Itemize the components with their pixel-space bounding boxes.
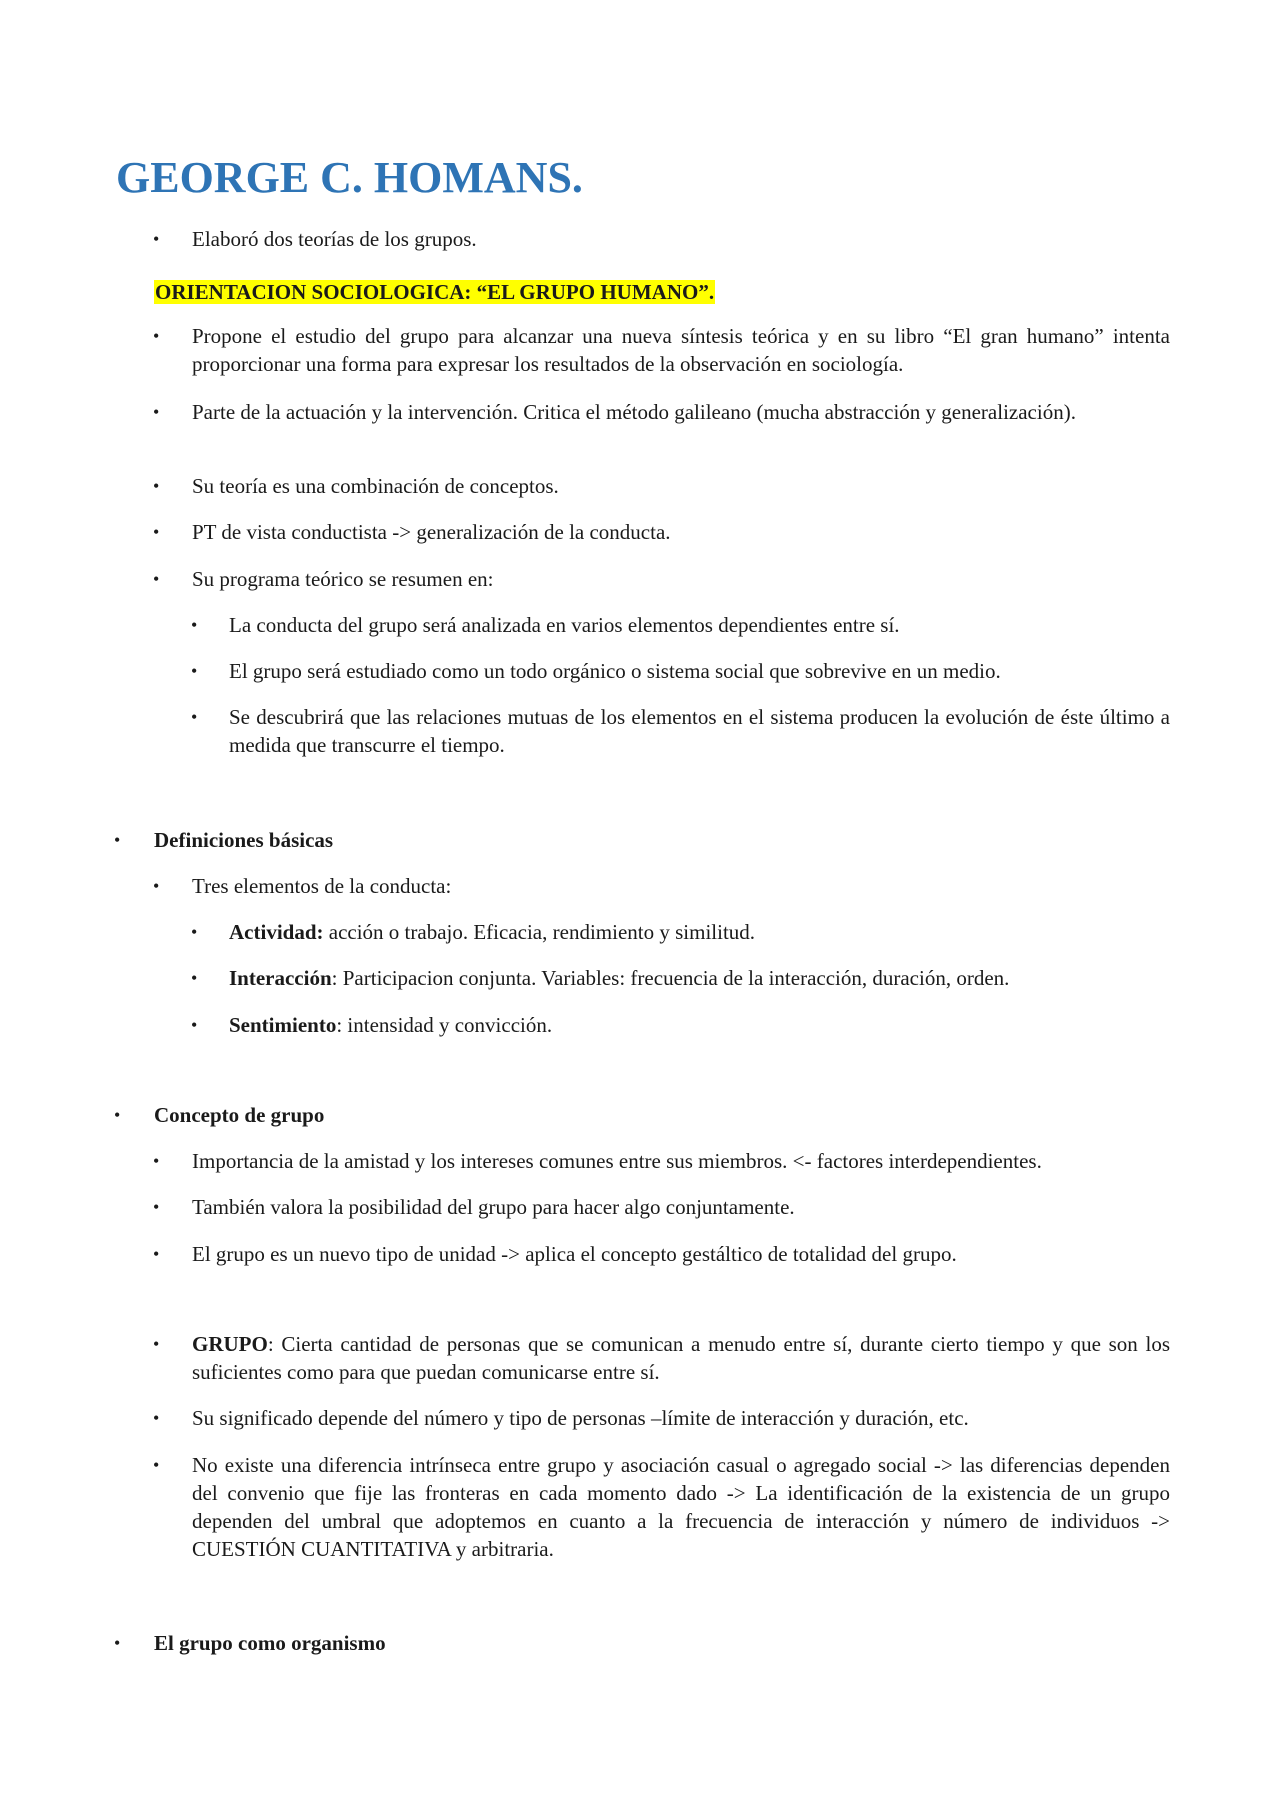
list-item: PT de vista conductista -> generalización de la conducta. (192, 520, 671, 544)
definition-text: : intensidad y convicción. (336, 1013, 553, 1037)
bullet-icon: • (153, 876, 160, 896)
list-item: El grupo es un nuevo tipo de unidad -> aplica el concepto gestáltico de totalidad del grupo. (192, 1242, 957, 1266)
heading-text: Concepto de grupo (154, 1103, 325, 1127)
term-sentimiento: Sentimiento (229, 1013, 337, 1037)
intro-text: Elaboró dos teorías de los grupos. (192, 227, 477, 251)
bullet-icon: • (114, 1633, 121, 1653)
bullet-icon: • (153, 402, 160, 422)
list-item: Propone el estudio del grupo para alcanzar una nueva síntesis teórica y en su libro “El gran humano” intenta proporcionar una forma para expresar los resultados de la observación en sociología. (192, 324, 1170, 376)
section-heading-orientacion (154, 278, 715, 306)
list-item (229, 1011, 1170, 1039)
bullet-icon: • (153, 1151, 160, 1171)
list-item: La conducta del grupo será analizada en varios elementos dependientes entre sí. (229, 613, 900, 637)
bullet-icon: • (114, 1105, 121, 1125)
definition-text: : Cierta cantidad de personas que se comunican a menudo entre sí, durante cierto tiempo y que son los suficientes como para que puedan comunicarse entre sí. (192, 1332, 1170, 1384)
bullet-icon: • (153, 326, 160, 346)
list-item: Su significado depende del número y tipo de personas –límite de interacción y duración, etc. (192, 1406, 969, 1430)
list-item: Su programa teórico se resumen en: (192, 567, 494, 591)
bullet-icon: • (153, 1244, 160, 1264)
bullet-icon: • (191, 968, 198, 988)
section-heading-definiciones (154, 826, 1170, 854)
list-item: Tres elementos de la conducta: (192, 874, 452, 898)
bullet-icon: • (153, 1455, 160, 1475)
list-item (229, 964, 1170, 992)
bullet-icon: • (153, 1197, 160, 1217)
bullet-icon: • (191, 661, 198, 681)
bullet-icon: • (153, 1334, 160, 1354)
bullet-icon: • (153, 1408, 160, 1428)
list-item: Su teoría es una combinación de conceptos. (192, 474, 559, 498)
term-interaccion: Interacción (229, 966, 332, 990)
section-heading-concepto (154, 1101, 1170, 1129)
list-item: Importancia de la amistad y los intereses comunes entre sus miembros. <- factores interdependientes. (192, 1149, 1042, 1173)
list-item: Se descubrirá que las relaciones mutuas de los elementos en el sistema producen la evolución de éste último a medida que transcurre el tiempo. (229, 705, 1170, 757)
list-item: No existe una diferencia intrínseca entre grupo y asociación casual o agregado social -> las diferencias dependen del convenio que fije las fronteras en cada momento dado -> La identificación de la existencia de un grupo dependen del umbral que adoptemos en cuanto a la frecuencia de interacción y número de individuos -> CUESTIÓN CUANTITATIVA y arbitraria. (192, 1453, 1170, 1561)
definition-text: acción o trabajo. Eficacia, rendimiento y similitud. (323, 920, 756, 944)
list-item (229, 918, 1170, 946)
list-item: También valora la posibilidad del grupo para hacer algo conjuntamente. (192, 1195, 795, 1219)
bullet-icon: • (153, 522, 160, 542)
bullet-icon: • (191, 1015, 198, 1035)
term-grupo: GRUPO (192, 1332, 268, 1356)
heading-text: El grupo como organismo (154, 1631, 386, 1655)
bullet-icon: • (191, 615, 198, 635)
list-item: El grupo será estudiado como un todo orgánico o sistema social que sobrevive en un medio. (229, 659, 1001, 683)
bullet-icon: • (153, 476, 160, 496)
highlighted-text: ORIENTACION SOCIOLOGICA: “EL GRUPO HUMANO”. (155, 280, 715, 304)
section-heading-organismo (154, 1629, 1170, 1657)
term-actividad: Actividad: (229, 920, 324, 944)
list-item: Parte de la actuación y la intervención. Critica el método galileano (mucha abstracción y generalización). (192, 400, 1076, 424)
bullet-icon: • (191, 922, 198, 942)
definition-text: : Participacion conjunta. Variables: frecuencia de la interacción, duración, orden. (331, 966, 1010, 990)
list-item (192, 1330, 1170, 1386)
page-title: GEORGE C. HOMANS. (116, 153, 583, 202)
bullet-icon: • (153, 229, 160, 249)
bullet-icon: • (153, 569, 160, 589)
bullet-icon: • (114, 830, 121, 850)
bullet-icon: • (191, 707, 198, 727)
heading-text: Definiciones básicas (154, 828, 334, 852)
